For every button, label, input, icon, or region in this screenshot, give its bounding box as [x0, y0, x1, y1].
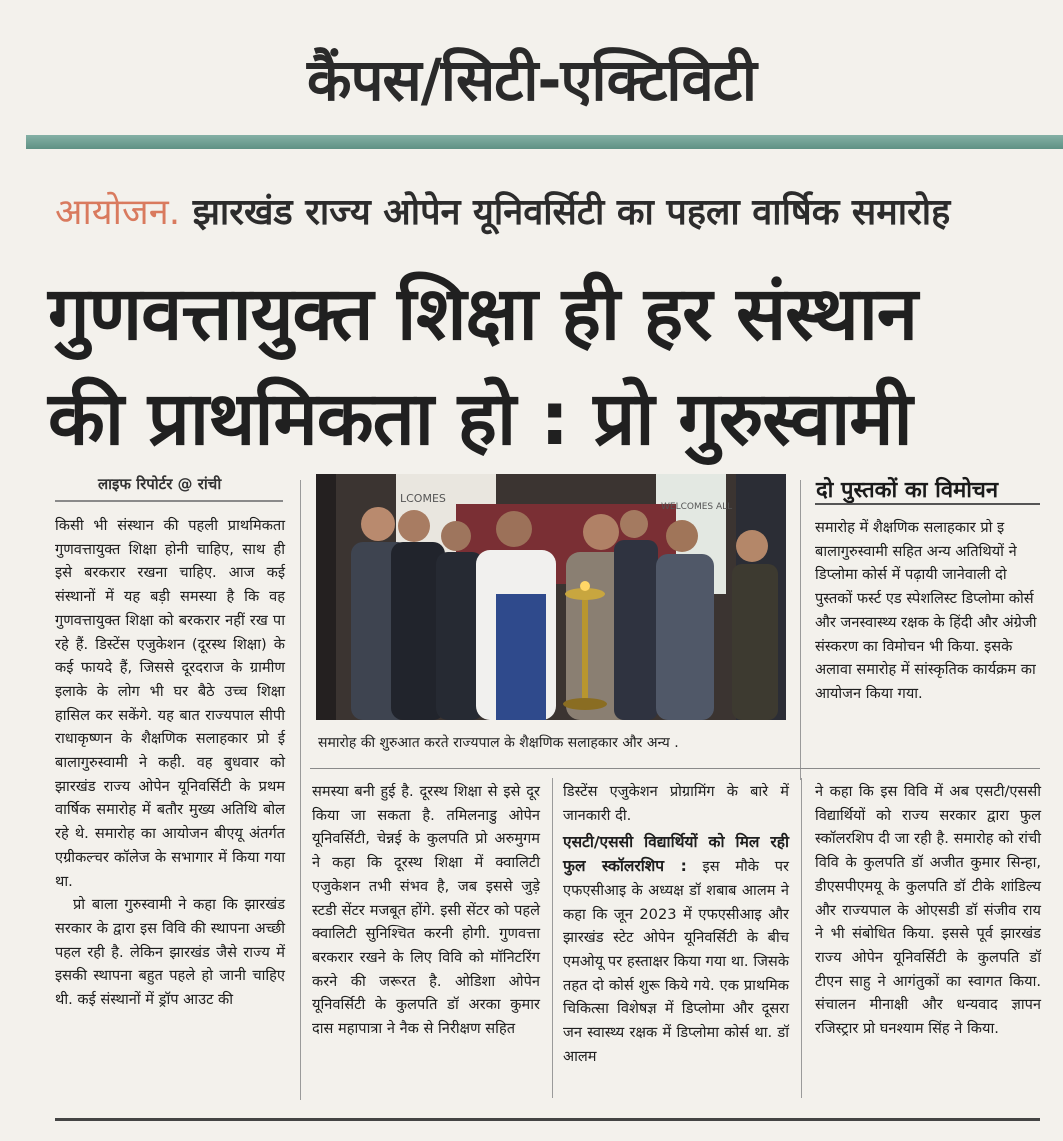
col1-paragraph-1: किसी भी संस्थान की पहली प्राथमिकता गुणवत्तायुक्त शिक्षा होनी चाहिए, साथ ही इसे बरकरार रखना चाहिए. आज कई संस्थानों में यह बड़ी समस्या है कि वह गुणवत्तायुक्त शिक्षा को बरकरार नहीं रख पा रहे हैं. डिस्टेंस एजुकेशन (दूरस्थ शिक्षा) के कई फायदे हैं, जिससे दूरदराज के ग्रामीण इलाके के लोग भी घर बैठे उच्च शिक्षा हासिल कर सकेंगे. यह बात राज्यपाल सीपी राधाकृष्णन के शैक्षणिक सलाहकार प्रो ई बालागुरुस्वामी ने कही. वह बुधवार को झारखंड राज्य ओपेन यूनिवर्सिटी के प्रथम वार्षिक समारोह में बतौर मुख्य अतिथि बोल रहे थे. समारोह का आयोजन बीएयू अंतर्गत एग्रीकल्चर कॉलेज के सभागार में किया गया था.: [55, 517, 285, 890]
column-divider: [300, 480, 301, 1100]
col3-paragraph-2: [563, 831, 789, 1068]
byline: लाइफ रिपोर्टर @ रांची: [98, 475, 222, 493]
column-divider-2: [552, 778, 553, 1098]
column-2: [312, 780, 540, 1041]
column-divider-3: [801, 778, 802, 1098]
col3-subhead: एसटी/एससी विद्यार्थियों को मिल रही फुल स्कॉलरशिप :: [563, 833, 789, 876]
section-title: कैंपस/सिटी-एक्टिविटी: [307, 46, 756, 114]
kicker: [55, 186, 1055, 235]
column-1: [55, 514, 285, 1012]
side-story: [815, 516, 1040, 706]
lower-rule: [310, 768, 1040, 769]
col3-paragraph-1: डिस्टेंस एजुकेशन प्रोग्रामिंग के बारे में जानकारी दी.: [563, 783, 789, 824]
banner-left-text: LCOMES: [400, 492, 446, 505]
event-photo: [316, 474, 786, 720]
lamp-lighting-photo: [316, 474, 786, 720]
side-divider: [800, 480, 801, 780]
headline-line-1: गुणवत्तायुक्त शिक्षा ही हर संस्थान: [48, 271, 918, 357]
col2-paragraph-1: समस्या बनी हुई है. दूरस्थ शिक्षा से इसे दूर किया जा सकता है. तमिलनाडु ओपेन यूनिवर्सिटी, चेन्नई के कुलपति प्रो अरुमुगम ने कहा कि दूरस्थ शिक्षा में क्वालिटी एजुकेशन तभी संभव है, जब इससे जुड़े स्टडी सेंटर मजबूत होंगे. इसी सेंटर को पहले क्वालिटी सुनिश्चित करनी होगी. गुणवत्ता बरकरार रखने के लिए विवि को मॉनिटरिंग करने की जरूरत है. ओडिशा ओपेन यूनिवर्सिटी के कुलपति डॉ अरका कुमार दास महापात्रा ने नैक से निरीक्षण सहित: [312, 783, 540, 1038]
side-heading-rule: [815, 503, 1040, 505]
column-4: [815, 780, 1041, 1041]
col4-paragraph-2: ने कहा कि इस विवि में अब एसटी/एससी विद्यार्थियों को राज्य सरकार द्वारा फुल स्कॉलरशिप दी जा रही है. समारोह को रांची विवि के कुलपति डॉ अजीत कुमार सिन्हा, डीएसपीएमयू के कुलपति डॉ टीके शांडिल्य और राज्यपाल के ओएसडी डॉ संजीव राय ने भी संबोधित किया. इससे पूर्व झारखंड राज्य ओपेन यूनिवर्सिटी के कुलपति डॉ टीएन साहु ने आगंतुकों का स्वागत किया. संचालन मीनाक्षी और धन्यवाद ज्ञापन रजिस्ट्रार प्रो घनश्याम सिंह ने किया.: [815, 783, 1041, 1038]
side-paragraph: समारोह में शैक्षणिक सलाहकार प्रो इ बालागुरुस्वामी सहित अन्य अतिथियों ने डिप्लोमा कोर्स में पढ़ायी जानेवाली दो पुस्तकों फर्स्ट एड स्पेशलिस्ट डिप्लोमा कोर्स और जनस्वास्थ्य रक्षक के हिंदी और अंग्रेजी संस्करण का विमोचन भी किया. इसके अलावा समारोह में सांस्कृतिक कार्यक्रम का आयोजन किया गया.: [815, 519, 1037, 702]
headline-line-2: की प्राथमिकता हो : प्रो गुरुस्वामी: [48, 376, 912, 462]
section-rule: [26, 135, 1063, 149]
bottom-rule: [55, 1118, 1040, 1121]
side-heading: दो पुस्तकों का विमोचन: [816, 478, 999, 503]
person-6: [614, 510, 658, 720]
column-3: [563, 780, 789, 1068]
kicker-label: आयोजन.: [55, 192, 181, 233]
byline-rule: [55, 500, 283, 502]
banner-right-text: WELCOMES ALL: [661, 502, 733, 512]
photo-caption: समारोह की शुरुआत करते राज्यपाल के शैक्षणिक सलाहकार और अन्य .: [318, 735, 679, 751]
col3-paragraph-2-text: इस मौके पर एफएसीआइ के अध्यक्ष डॉ शबाब आलम ने कहा कि जून 2023 में एफएसीआइ और झारखंड स्टेट ओपेन यूनिवर्सिटी के बीच एमओयू पर हस्ताक्षर किया गया था. जिसके तहत दो कोर्स शुरू किये गये. एक प्राथमिक चिकित्सा विशेषज्ञ में डिप्लोमा और दूसरा जन स्वास्थ्य रक्षक में डिप्लोमा कोर्स था. डॉ आलम: [563, 858, 789, 1065]
kicker-text: झारखंड राज्य ओपेन यूनिवर्सिटी का पहला वार्षिक समारोह: [192, 192, 951, 233]
col1-paragraph-2: प्रो बाला गुरुस्वामी ने कहा कि झारखंड सरकार के द्वारा इस विवि की स्थापना अच्छी पहल रही है. लेकिन झारखंड जैसे राज्य में इसकी स्थापना बहुत पहले हो जानी चाहिए थी. कई संस्थानों में ड्रॉप आउट की: [55, 896, 285, 1009]
